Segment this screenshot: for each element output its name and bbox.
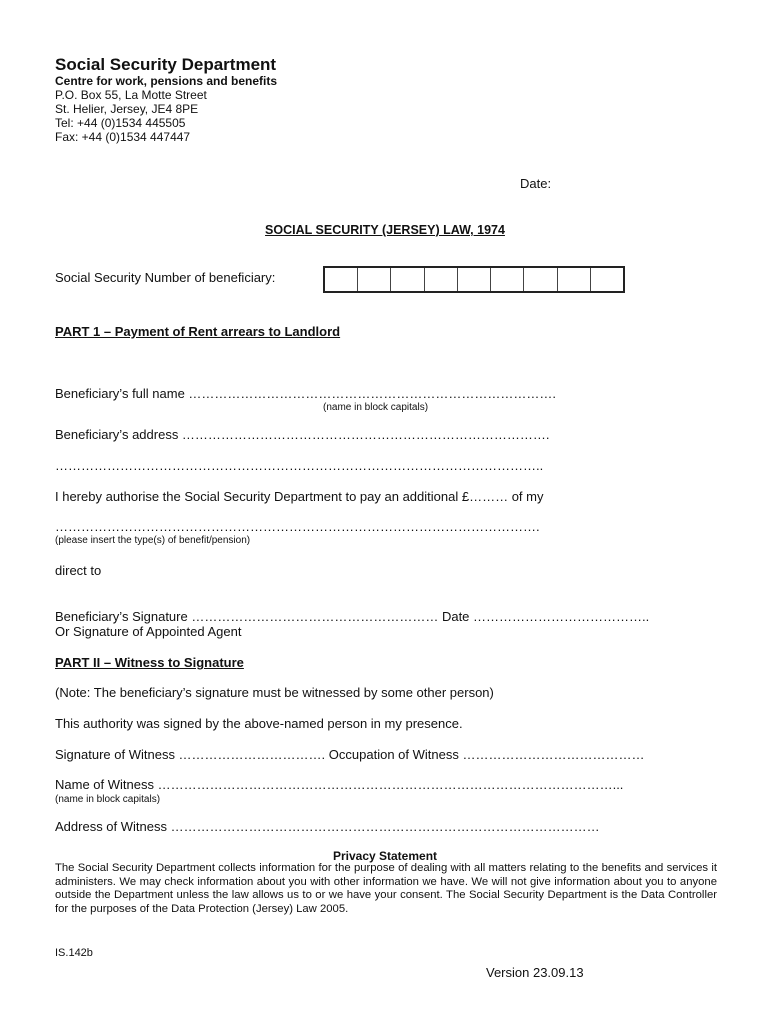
law-title: SOCIAL SECURITY (JERSEY) LAW, 1974 xyxy=(265,223,505,237)
address-field-continued[interactable]: ………………………………………………………………………………………………….. xyxy=(55,458,544,473)
witness-note: (Note: The beneficiary’s signature must be witnessed by some other person) xyxy=(55,685,494,700)
department-title: Social Security Department xyxy=(55,55,277,74)
ssn-cell[interactable] xyxy=(425,268,458,291)
benefit-field[interactable]: …………………………………………………………………………………………………. xyxy=(55,519,540,534)
witness-signature-field[interactable]: Signature of Witness ……………………………. Occupation of Witness …………………………………… xyxy=(55,747,645,762)
benefit-note: (please insert the type(s) of benefit/pension) xyxy=(55,535,251,546)
witness-address-field[interactable]: Address of Witness ……………………………………………………………………………………… xyxy=(55,819,600,834)
witness-name-note: (name in block capitals) xyxy=(55,794,161,805)
ssn-cell[interactable] xyxy=(391,268,424,291)
telephone-line: Tel: +44 (0)1534 445505 xyxy=(55,116,186,130)
address-field[interactable]: Beneficiary’s address …………………………………………………………………………. xyxy=(55,427,550,442)
ssn-cell[interactable] xyxy=(458,268,491,291)
appointed-agent-label: Or Signature of Appointed Agent xyxy=(55,624,242,639)
full-name-field[interactable]: Beneficiary’s full name …………………………………………………………………………. xyxy=(55,386,557,401)
ssn-cell[interactable] xyxy=(491,268,524,291)
beneficiary-signature-field[interactable]: Beneficiary’s Signature ………………………………………………… Date ………………………………….. xyxy=(55,609,650,624)
version-label: Version 23.09.13 xyxy=(486,965,584,980)
ssn-cell[interactable] xyxy=(558,268,591,291)
address-line: P.O. Box 55, La Motte Street xyxy=(55,88,207,102)
part1-heading: PART 1 – Payment of Rent arrears to Landlord xyxy=(55,324,341,339)
address-line: St. Helier, Jersey, JE4 8PE xyxy=(55,102,199,116)
part2-heading: PART II – Witness to Signature xyxy=(55,655,244,670)
authorisation-text: I hereby authorise the Social Security Department to pay an additional £……… of my xyxy=(55,489,544,504)
privacy-title: Privacy Statement xyxy=(332,849,438,863)
date-label: Date: xyxy=(520,176,552,191)
witness-name-field[interactable]: Name of Witness ……………………………………………………………………………………………... xyxy=(55,777,624,792)
authority-statement: This authority was signed by the above-named person in my presence. xyxy=(55,716,463,731)
ssn-label: Social Security Number of beneficiary: xyxy=(55,270,276,285)
privacy-text: The Social Security Department collects information for the purpose of dealing with all matters relating to the benefits and services it administers. We may check information about you with other information we have. We will not give information about you to anyone outside the Department unless the law allows us to or we have your consent. The Social Security Department is the Data Controller for the purposes of the Data Protection (Jersey) Law 2005. xyxy=(55,862,717,915)
department-subtitle: Centre for work, pensions and benefits xyxy=(55,74,278,88)
fax-line: Fax: +44 (0)1534 447447 xyxy=(55,130,191,144)
ssn-cell[interactable] xyxy=(591,268,623,291)
ssn-cell[interactable] xyxy=(325,268,358,291)
ssn-cell[interactable] xyxy=(524,268,557,291)
ssn-input-boxes[interactable] xyxy=(323,266,625,293)
form-reference: IS.142b xyxy=(55,947,93,959)
direct-to-label: direct to xyxy=(55,563,102,578)
full-name-note: (name in block capitals) xyxy=(323,402,429,413)
ssn-cell[interactable] xyxy=(358,268,391,291)
